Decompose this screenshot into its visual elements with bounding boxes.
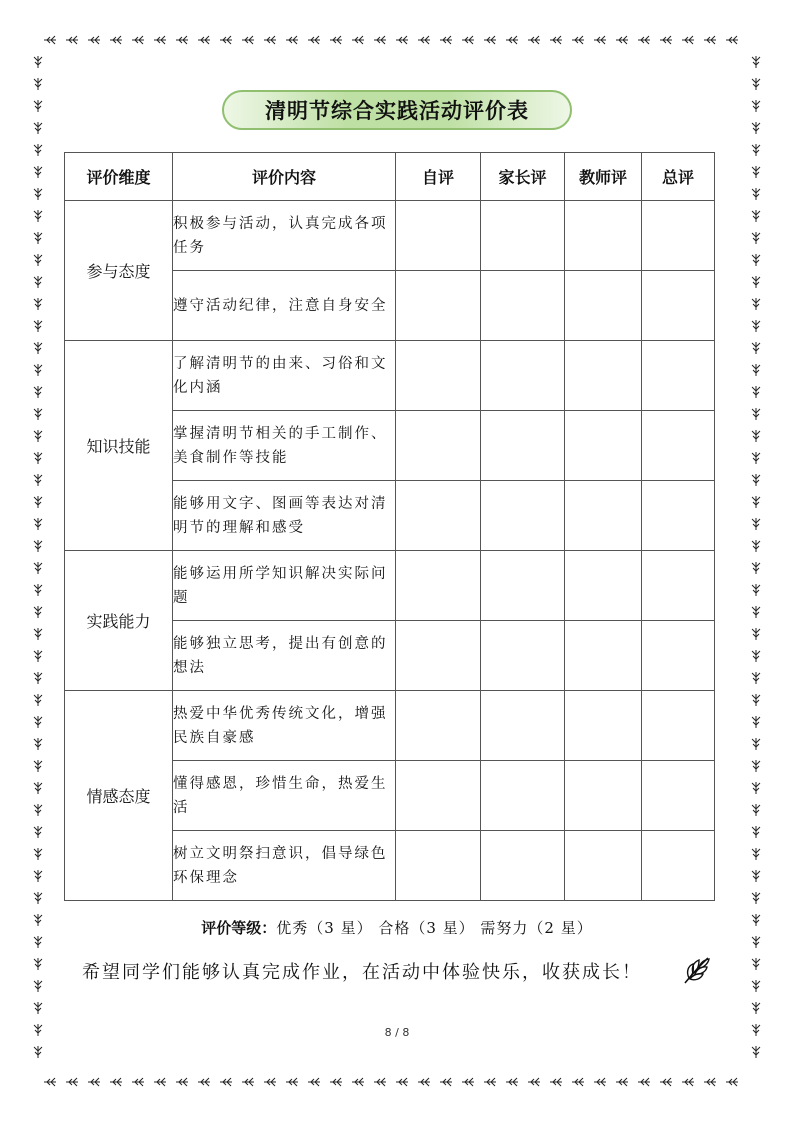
parent-eval-cell[interactable] bbox=[481, 481, 565, 551]
grading-label: 评价等级： bbox=[201, 919, 277, 937]
dimension-cell: 情感态度 bbox=[65, 691, 173, 901]
total-eval-cell[interactable] bbox=[642, 481, 715, 551]
header-self-eval: 自评 bbox=[396, 153, 481, 201]
parent-eval-cell[interactable] bbox=[481, 621, 565, 691]
dimension-cell: 知识技能 bbox=[65, 341, 173, 551]
total-eval-cell[interactable] bbox=[642, 341, 715, 411]
grading-line bbox=[0, 917, 794, 938]
total-eval-cell[interactable] bbox=[642, 831, 715, 901]
content-cell: 树立文明祭扫意识，倡导绿色环保理念 bbox=[173, 831, 396, 901]
table-row bbox=[65, 341, 715, 411]
content-cell: 积极参与活动，认真完成各项任务 bbox=[173, 201, 396, 271]
content-cell: 懂得感恩，珍惜生命，热爱生活 bbox=[173, 761, 396, 831]
total-eval-cell[interactable] bbox=[642, 411, 715, 481]
self-eval-cell[interactable] bbox=[396, 411, 481, 481]
teacher-eval-cell[interactable] bbox=[565, 761, 642, 831]
self-eval-cell[interactable] bbox=[396, 481, 481, 551]
grading-levels: 优秀（3 星） 合格（3 星） 需努力（2 星） bbox=[276, 919, 593, 937]
table-row bbox=[65, 201, 715, 271]
header-total-eval: 总评 bbox=[642, 153, 715, 201]
parent-eval-cell[interactable] bbox=[481, 761, 565, 831]
content-cell: 遵守活动纪律，注意自身安全 bbox=[173, 271, 396, 341]
content-cell: 掌握清明节相关的手工制作、美食制作等技能 bbox=[173, 411, 396, 481]
content-cell: 能够运用所学知识解决实际问题 bbox=[173, 551, 396, 621]
teacher-eval-cell[interactable] bbox=[565, 271, 642, 341]
dimension-cell: 参与态度 bbox=[65, 201, 173, 341]
total-eval-cell[interactable] bbox=[642, 201, 715, 271]
self-eval-cell[interactable] bbox=[396, 691, 481, 761]
parent-eval-cell[interactable] bbox=[481, 201, 565, 271]
page-title: 清明节综合实践活动评价表 bbox=[222, 90, 572, 130]
total-eval-cell[interactable] bbox=[642, 761, 715, 831]
teacher-eval-cell[interactable] bbox=[565, 621, 642, 691]
self-eval-cell[interactable] bbox=[396, 551, 481, 621]
total-eval-cell[interactable] bbox=[642, 551, 715, 621]
teacher-eval-cell[interactable] bbox=[565, 551, 642, 621]
content-cell: 能够独立思考，提出有创意的想法 bbox=[173, 621, 396, 691]
parent-eval-cell[interactable] bbox=[481, 551, 565, 621]
dimension-cell: 实践能力 bbox=[65, 551, 173, 691]
teacher-eval-cell[interactable] bbox=[565, 481, 642, 551]
self-eval-cell[interactable] bbox=[396, 271, 481, 341]
parent-eval-cell[interactable] bbox=[481, 271, 565, 341]
table-header-row bbox=[65, 153, 715, 201]
total-eval-cell[interactable] bbox=[642, 691, 715, 761]
content-cell: 热爱中华优秀传统文化，增强民族自豪感 bbox=[173, 691, 396, 761]
header-parent-eval: 家长评 bbox=[481, 153, 565, 201]
teacher-eval-cell[interactable] bbox=[565, 201, 642, 271]
self-eval-cell[interactable] bbox=[396, 761, 481, 831]
header-teacher-eval: 教师评 bbox=[565, 153, 642, 201]
closing-message: 希望同学们能够认真完成作业，在活动中体验快乐，收获成长！ bbox=[82, 962, 642, 983]
parent-eval-cell[interactable] bbox=[481, 411, 565, 481]
teacher-eval-cell[interactable] bbox=[565, 691, 642, 761]
self-eval-cell[interactable] bbox=[396, 201, 481, 271]
teacher-eval-cell[interactable] bbox=[565, 341, 642, 411]
teacher-eval-cell[interactable] bbox=[565, 411, 642, 481]
self-eval-cell[interactable] bbox=[396, 341, 481, 411]
total-eval-cell[interactable] bbox=[642, 621, 715, 691]
header-content: 评价内容 bbox=[173, 153, 396, 201]
table-row bbox=[65, 691, 715, 761]
parent-eval-cell[interactable] bbox=[481, 831, 565, 901]
self-eval-cell[interactable] bbox=[396, 621, 481, 691]
parent-eval-cell[interactable] bbox=[481, 691, 565, 761]
self-eval-cell[interactable] bbox=[396, 831, 481, 901]
header-dimension: 评价维度 bbox=[65, 153, 173, 201]
teacher-eval-cell[interactable] bbox=[565, 831, 642, 901]
total-eval-cell[interactable] bbox=[642, 271, 715, 341]
leaf-icon bbox=[681, 954, 713, 986]
page-number: 8 / 8 bbox=[384, 1026, 410, 1039]
content-cell: 了解清明节的由来、习俗和文化内涵 bbox=[173, 341, 396, 411]
content-cell: 能够用文字、图画等表达对清明节的理解和感受 bbox=[173, 481, 396, 551]
parent-eval-cell[interactable] bbox=[481, 341, 565, 411]
evaluation-table bbox=[64, 152, 715, 901]
table-row bbox=[65, 551, 715, 621]
